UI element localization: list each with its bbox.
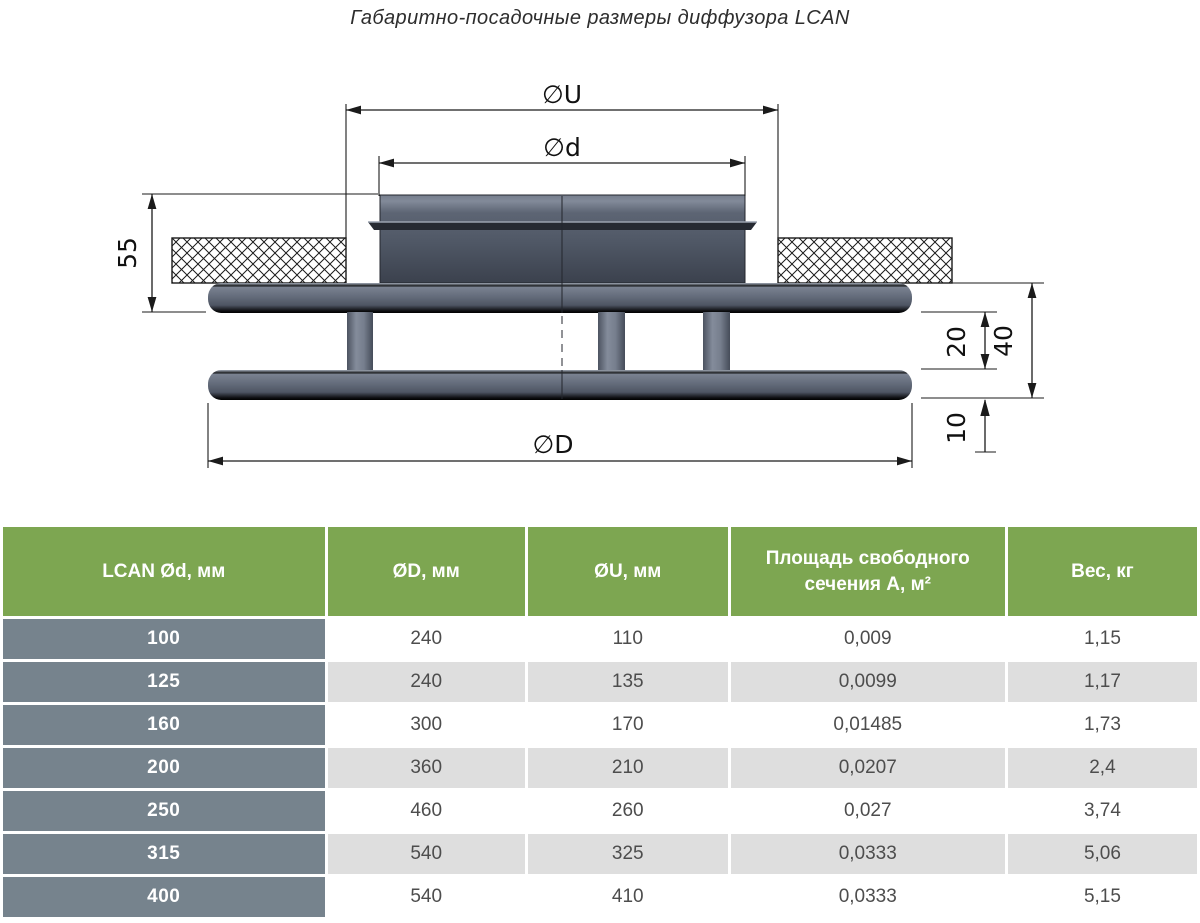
cell-size: 100 <box>3 619 325 659</box>
cell-weight: 1,17 <box>1008 662 1197 702</box>
dim-10 <box>942 399 996 452</box>
header-dia-U: ØU, мм <box>528 527 728 616</box>
table-row <box>3 619 1197 659</box>
cell-diaD: 360 <box>328 748 525 788</box>
table-header-row <box>3 527 1197 616</box>
cell-size: 200 <box>3 748 325 788</box>
cell-area: 0,0333 <box>731 834 1005 874</box>
cell-weight: 1,73 <box>1008 705 1197 745</box>
cell-area: 0,0099 <box>731 662 1005 702</box>
dimensions-table <box>0 524 1200 920</box>
cell-area: 0,009 <box>731 619 1005 659</box>
dim-dia-d <box>379 133 745 196</box>
cell-weight: 3,74 <box>1008 791 1197 831</box>
dim-label-20: 20 <box>942 326 971 358</box>
table-row <box>3 748 1197 788</box>
cell-weight: 5,15 <box>1008 877 1197 917</box>
dim-label-40: 40 <box>989 325 1018 357</box>
dim-label-10: 10 <box>942 412 971 444</box>
cell-weight: 2,4 <box>1008 748 1197 788</box>
cell-diaU: 325 <box>528 834 728 874</box>
cell-diaU: 210 <box>528 748 728 788</box>
cell-size: 250 <box>3 791 325 831</box>
cell-size: 125 <box>3 662 325 702</box>
table-row <box>3 791 1197 831</box>
cell-size: 400 <box>3 877 325 917</box>
header-lcan-d: LCAN Ød, мм <box>3 527 325 616</box>
cell-area: 0,027 <box>731 791 1005 831</box>
cell-diaU: 110 <box>528 619 728 659</box>
table-row <box>3 834 1197 874</box>
cell-area: 0,0207 <box>731 748 1005 788</box>
standoff-leg <box>703 312 730 370</box>
cell-diaU: 135 <box>528 662 728 702</box>
cell-diaD: 240 <box>328 662 525 702</box>
cell-diaD: 540 <box>328 834 525 874</box>
ceiling-hatch-right <box>778 238 952 283</box>
dim-40 <box>989 283 1032 398</box>
cell-diaU: 410 <box>528 877 728 917</box>
table-row <box>3 877 1197 917</box>
header-free-area: Площадь свободного сечения А, м² <box>731 527 1005 616</box>
cell-diaU: 170 <box>528 705 728 745</box>
cell-diaD: 240 <box>328 619 525 659</box>
ceiling-hatch-left <box>172 238 346 283</box>
cell-weight: 1,15 <box>1008 619 1197 659</box>
upper-disc <box>208 283 912 313</box>
table-row <box>3 705 1197 745</box>
cell-diaD: 300 <box>328 705 525 745</box>
cell-diaU: 260 <box>528 791 728 831</box>
standoff-leg <box>347 312 373 370</box>
drawing-title: Габаритно-посадочные размеры диффузора LCAN <box>350 7 850 29</box>
dim-label-dia-big-d: ∅D <box>532 430 574 459</box>
dim-label-55: 55 <box>113 237 142 269</box>
header-weight: Вес, кг <box>1008 527 1197 616</box>
cell-area: 0,01485 <box>731 705 1005 745</box>
lower-disc <box>208 370 912 400</box>
dim-20 <box>942 312 985 369</box>
dim-label-dia-d: ∅d <box>543 133 581 162</box>
standoff-leg <box>598 312 625 370</box>
header-dia-D: ØD, мм <box>328 527 525 616</box>
cell-area: 0,0333 <box>731 877 1005 917</box>
cell-weight: 5,06 <box>1008 834 1197 874</box>
cell-size: 315 <box>3 834 325 874</box>
table-row <box>3 662 1197 702</box>
dim-label-dia-u: ∅U <box>541 80 583 109</box>
right-extension-lines <box>921 283 1044 398</box>
dim-dia-big-d <box>208 403 912 468</box>
cell-diaD: 460 <box>328 791 525 831</box>
cell-size: 160 <box>3 705 325 745</box>
cell-diaD: 540 <box>328 877 525 917</box>
